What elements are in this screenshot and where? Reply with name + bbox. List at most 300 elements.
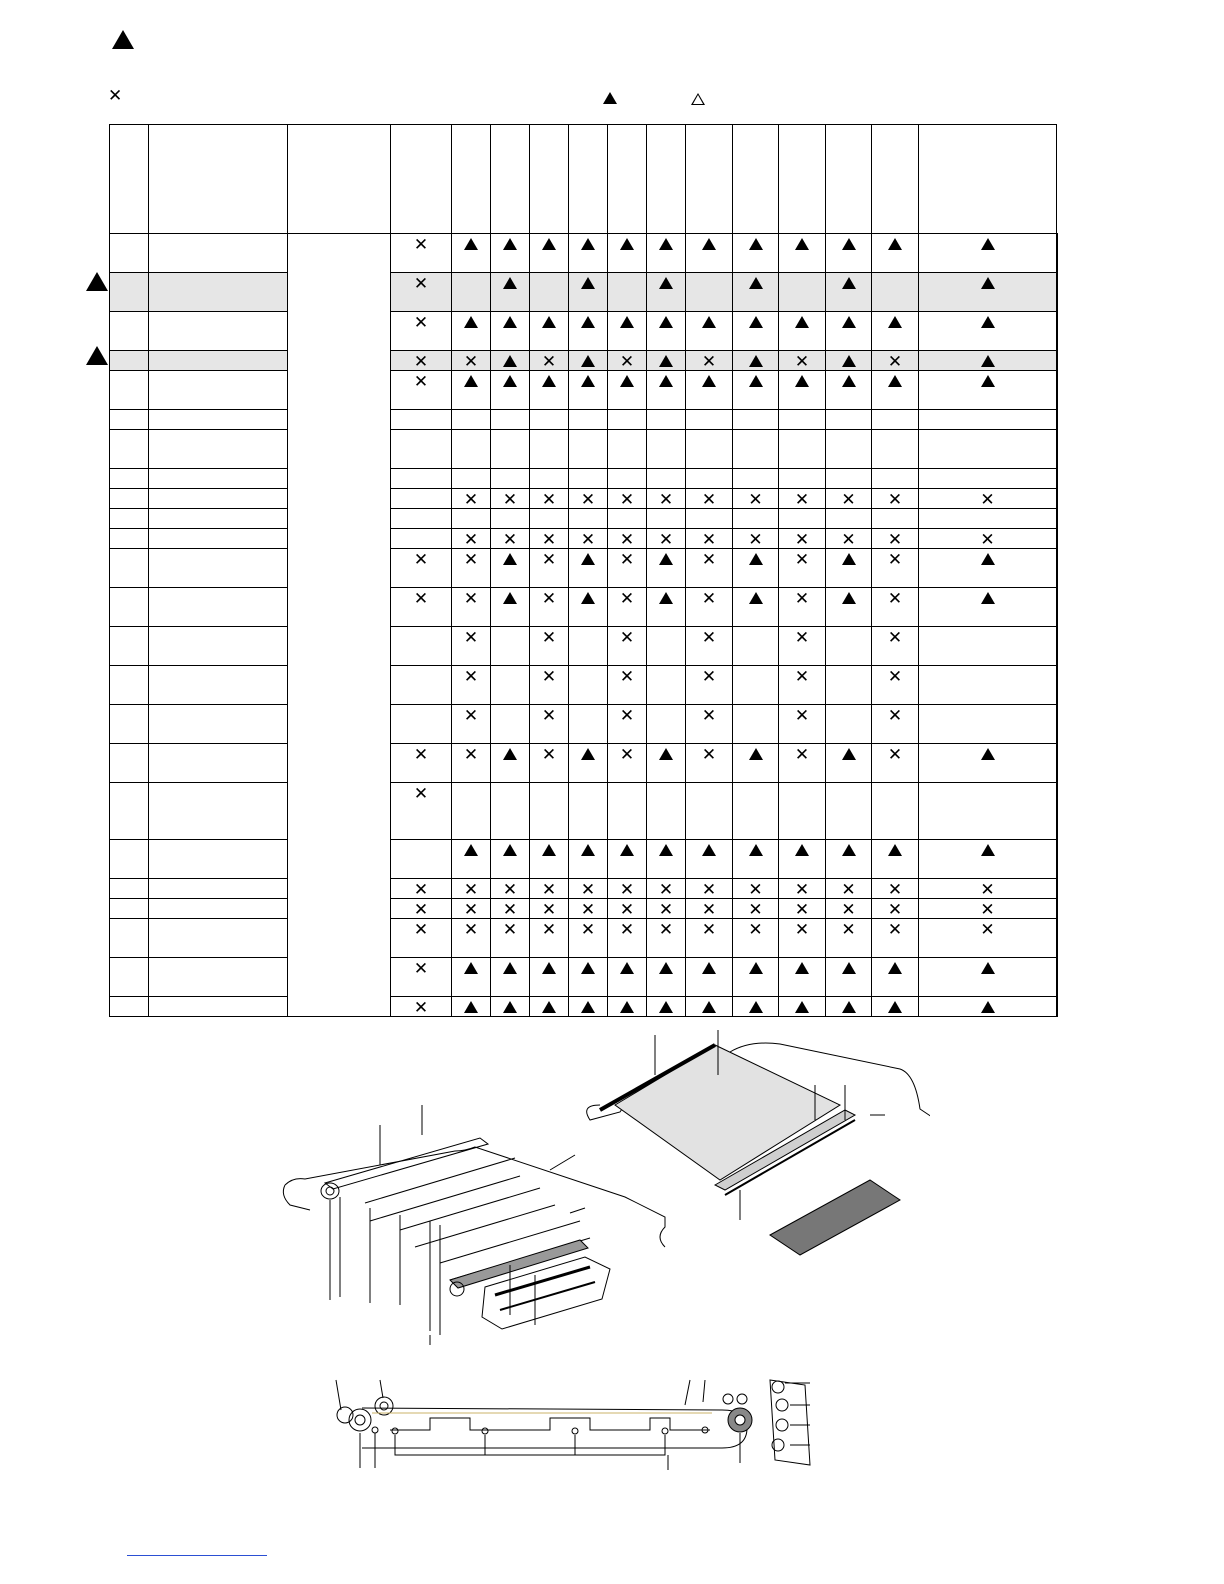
mark-cell (919, 899, 1057, 919)
mark-cell (608, 529, 647, 549)
mark-cell (779, 997, 826, 1017)
part-name-cell (149, 666, 288, 705)
mark-cell (919, 705, 1057, 744)
mark-cell (872, 919, 919, 958)
filled-triangle-icon (503, 962, 517, 974)
mark-cell (647, 371, 686, 410)
header-cell (608, 125, 647, 234)
mark-cell (452, 958, 491, 997)
mark-cell (391, 744, 452, 783)
mark-cell (491, 879, 530, 899)
cross-icon: ✕ (658, 530, 674, 550)
mark-cell (452, 469, 491, 489)
mark-cell (452, 783, 491, 840)
filled-triangle-icon (503, 355, 517, 367)
row-number-cell (110, 958, 149, 997)
mark-cell (686, 627, 733, 666)
cross-icon: ✕ (980, 490, 995, 510)
cross-icon: ✕ (413, 550, 429, 570)
table-row (110, 627, 1058, 666)
cross-icon: ✕ (887, 920, 903, 940)
table-row (110, 312, 1058, 351)
mark-cell (779, 627, 826, 666)
mark-cell (452, 234, 491, 273)
mark-cell (779, 549, 826, 588)
mark-cell (647, 588, 686, 627)
mark-cell (530, 879, 569, 899)
table-row (110, 273, 1058, 312)
cross-icon: ✕ (887, 530, 903, 550)
cross-icon: ✕ (619, 530, 635, 550)
filled-triangle-icon (503, 316, 517, 328)
cross-icon: ✕ (463, 900, 479, 920)
row-number-cell (110, 529, 149, 549)
cross-icon: ✕ (541, 667, 557, 687)
mark-cell (491, 312, 530, 351)
cross-icon: ✕ (701, 530, 717, 550)
cross-icon: ✕ (541, 880, 557, 900)
part-name-cell (149, 351, 288, 371)
filled-triangle-icon (702, 1001, 716, 1013)
cross-icon: ✕ (748, 900, 763, 920)
cross-icon: ✕ (748, 880, 763, 900)
filled-triangle-icon (795, 238, 809, 250)
cross-icon: ✕ (794, 920, 810, 940)
mark-cell (569, 273, 608, 312)
cross-icon: ✕ (463, 550, 479, 570)
filled-triangle-icon (702, 375, 716, 387)
mark-cell (569, 509, 608, 529)
mark-cell (733, 840, 779, 879)
part-name-cell (149, 840, 288, 879)
filled-triangle-icon (795, 1001, 809, 1013)
cross-icon: ✕ (413, 235, 429, 255)
header-cell (872, 125, 919, 234)
cross-icon: ✕ (502, 490, 518, 510)
filled-triangle-icon (542, 1001, 556, 1013)
filled-triangle-icon (702, 844, 716, 856)
mark-cell (391, 997, 452, 1017)
row-number-cell (110, 627, 149, 666)
cross-icon: ✕ (701, 900, 717, 920)
cross-icon: ✕ (413, 352, 429, 372)
mark-cell (733, 312, 779, 351)
mark-cell (391, 509, 452, 529)
mark-cell (872, 410, 919, 430)
cross-icon: ✕ (463, 589, 479, 609)
mark-cell (826, 509, 872, 529)
cross-icon: ✕ (413, 274, 429, 294)
filled-triangle-icon (503, 748, 517, 760)
mark-cell (452, 666, 491, 705)
cross-icon: ✕ (502, 880, 518, 900)
mark-cell (733, 509, 779, 529)
mark-cell (733, 958, 779, 997)
mark-cell (733, 273, 779, 312)
mark-cell (647, 273, 686, 312)
filled-triangle-icon (842, 748, 856, 760)
remarks-cell (1057, 879, 1058, 899)
mark-cell (569, 627, 608, 666)
cross-icon: ✕ (463, 490, 479, 510)
mark-cell (530, 529, 569, 549)
mark-cell (872, 509, 919, 529)
mark-cell (608, 489, 647, 509)
mark-cell (826, 899, 872, 919)
mark-cell (491, 958, 530, 997)
mark-cell (491, 997, 530, 1017)
filled-triangle-icon (542, 375, 556, 387)
mark-cell (530, 899, 569, 919)
remarks-cell (1057, 958, 1058, 997)
table-row (110, 899, 1058, 919)
cross-icon: ✕ (701, 920, 717, 940)
mark-cell (872, 273, 919, 312)
cross-icon: ✕ (748, 530, 763, 550)
cross-icon: ✕ (887, 745, 903, 765)
mark-cell (569, 588, 608, 627)
mark-cell (733, 744, 779, 783)
mark-cell (491, 529, 530, 549)
mark-cell (608, 879, 647, 899)
filled-triangle-icon (888, 962, 902, 974)
mark-cell (491, 371, 530, 410)
filled-triangle-icon (659, 748, 673, 760)
mark-cell (826, 529, 872, 549)
mark-cell (919, 273, 1057, 312)
filled-triangle-icon (749, 277, 763, 289)
mark-cell (569, 234, 608, 273)
part-name-cell (149, 705, 288, 744)
mark-cell (872, 666, 919, 705)
mark-cell (491, 783, 530, 840)
mark-cell (391, 666, 452, 705)
mark-cell (779, 234, 826, 273)
mark-cell (779, 410, 826, 430)
mark-cell (919, 627, 1057, 666)
mark-cell (826, 588, 872, 627)
filled-triangle-icon (581, 316, 595, 328)
mark-cell (826, 489, 872, 509)
cross-icon: ✕ (619, 667, 635, 687)
mark-cell (452, 705, 491, 744)
row-number-cell (110, 509, 149, 529)
cross-icon: ✕ (580, 490, 596, 510)
mark-cell (530, 312, 569, 351)
table-row (110, 958, 1058, 997)
mark-cell (686, 469, 733, 489)
cross-icon: ✕ (541, 900, 557, 920)
mark-cell (826, 549, 872, 588)
row-number-cell (110, 410, 149, 430)
filled-triangle-icon (888, 1001, 902, 1013)
mark-cell (452, 312, 491, 351)
table-row (110, 549, 1058, 588)
mark-cell (919, 312, 1057, 351)
header-cell (647, 125, 686, 234)
belt-cross-section-drawing (330, 1375, 820, 1475)
filled-triangle-icon (981, 844, 995, 856)
filled-triangle-icon (981, 316, 995, 328)
remarks-cell (1057, 997, 1058, 1017)
mark-cell (826, 273, 872, 312)
cross-icon: ✕ (887, 667, 903, 687)
mark-cell (872, 430, 919, 469)
mark-cell (647, 879, 686, 899)
mark-cell (530, 509, 569, 529)
mark-cell (491, 744, 530, 783)
mark-cell (826, 410, 872, 430)
filled-triangle-icon (659, 238, 673, 250)
mark-cell (530, 410, 569, 430)
filled-triangle-icon (749, 592, 763, 604)
mark-cell (391, 549, 452, 588)
mark-cell (686, 879, 733, 899)
filled-triangle-icon (888, 375, 902, 387)
row-number-cell (110, 549, 149, 588)
mark-cell (569, 410, 608, 430)
cross-icon: ✕ (413, 784, 429, 804)
cross-icon: ✕ (794, 352, 810, 372)
mark-cell (919, 666, 1057, 705)
mark-cell (779, 919, 826, 958)
remarks-cell (1057, 430, 1058, 469)
part-name-cell (149, 958, 288, 997)
mark-cell (491, 410, 530, 430)
footer-link-underline (127, 1555, 267, 1556)
mark-cell (452, 919, 491, 958)
mark-cell (491, 489, 530, 509)
mark-cell (608, 588, 647, 627)
header-cell (530, 125, 569, 234)
remarks-cell (1057, 588, 1058, 627)
mark-cell (569, 312, 608, 351)
filled-triangle-icon (464, 962, 478, 974)
mark-cell (491, 588, 530, 627)
filled-triangle-icon (542, 238, 556, 250)
mark-cell (608, 899, 647, 919)
mark-cell (686, 410, 733, 430)
remarks-cell (1057, 371, 1058, 410)
mark-cell (608, 840, 647, 879)
filled-triangle-icon (464, 238, 478, 250)
filled-triangle-icon (749, 844, 763, 856)
mark-cell (569, 430, 608, 469)
mark-cell (569, 744, 608, 783)
mark-cell (686, 919, 733, 958)
mark-cell (686, 489, 733, 509)
remarks-cell (1057, 529, 1058, 549)
filled-triangle-icon (620, 844, 634, 856)
cross-icon: ✕ (887, 490, 903, 510)
mark-cell (491, 273, 530, 312)
filled-triangle-icon (888, 238, 902, 250)
cross-icon: ✕ (413, 880, 429, 900)
mark-cell (826, 469, 872, 489)
filled-triangle-icon (542, 844, 556, 856)
header-cell (391, 125, 452, 234)
mark-cell (608, 549, 647, 588)
cross-icon: ✕ (619, 920, 635, 940)
filled-triangle-icon (659, 962, 673, 974)
mark-cell (452, 351, 491, 371)
filled-triangle-icon (659, 277, 673, 289)
mark-cell (872, 958, 919, 997)
filled-triangle-icon (702, 238, 716, 250)
mark-cell (826, 627, 872, 666)
mark-cell (647, 666, 686, 705)
filled-triangle-icon (464, 316, 478, 328)
filled-triangle-icon (981, 238, 995, 250)
remarks-cell (1057, 783, 1058, 840)
mark-cell (647, 958, 686, 997)
mark-cell (779, 666, 826, 705)
filled-triangle-icon (581, 277, 595, 289)
mark-cell (647, 899, 686, 919)
cross-icon: ✕ (794, 880, 810, 900)
header-cell (826, 125, 872, 234)
mark-cell (530, 783, 569, 840)
legend-open-triangle-icon (691, 92, 705, 110)
cross-icon: ✕ (841, 880, 856, 900)
mark-cell (569, 489, 608, 509)
remarks-cell (1057, 666, 1058, 705)
filled-triangle-icon (749, 375, 763, 387)
filled-triangle-icon (702, 316, 716, 328)
mark-cell (530, 958, 569, 997)
mark-cell (779, 351, 826, 371)
mark-cell (647, 744, 686, 783)
cross-icon: ✕ (619, 550, 635, 570)
cross-icon: ✕ (701, 745, 717, 765)
part-name-cell (149, 529, 288, 549)
table-row (110, 410, 1058, 430)
filled-triangle-icon (981, 962, 995, 974)
mark-cell (686, 744, 733, 783)
filled-triangle-icon (464, 1001, 478, 1013)
mark-cell (569, 705, 608, 744)
mark-cell (872, 744, 919, 783)
filled-triangle-icon (981, 553, 995, 565)
mark-cell (686, 666, 733, 705)
mark-cell (647, 410, 686, 430)
mark-cell (608, 273, 647, 312)
mark-cell (733, 430, 779, 469)
mark-cell (733, 899, 779, 919)
cross-icon: ✕ (619, 490, 635, 510)
primary-transfer-unit-drawing (283, 1105, 665, 1345)
cross-icon: ✕ (463, 880, 479, 900)
filled-triangle-icon (464, 375, 478, 387)
mark-cell (491, 351, 530, 371)
mark-cell (391, 273, 452, 312)
part-name-cell (149, 588, 288, 627)
mark-cell (608, 430, 647, 469)
mark-cell (686, 312, 733, 351)
mark-cell (530, 549, 569, 588)
table-row (110, 705, 1058, 744)
cross-icon: ✕ (748, 920, 763, 940)
mark-cell (826, 371, 872, 410)
filled-triangle-icon (749, 238, 763, 250)
cross-icon: ✕ (463, 352, 479, 372)
mark-cell (919, 489, 1057, 509)
mark-cell (608, 705, 647, 744)
mark-cell (686, 899, 733, 919)
mark-cell (391, 410, 452, 430)
mark-cell (391, 919, 452, 958)
row-number-cell (110, 783, 149, 840)
mark-cell (530, 351, 569, 371)
filled-triangle-icon (842, 844, 856, 856)
header-cell (110, 125, 149, 234)
cross-icon: ✕ (463, 920, 479, 940)
mark-cell (872, 997, 919, 1017)
table-row (110, 588, 1058, 627)
part-name-cell (149, 783, 288, 840)
mark-cell (779, 705, 826, 744)
mark-cell (919, 783, 1057, 840)
cross-icon: ✕ (413, 920, 429, 940)
mark-cell (919, 410, 1057, 430)
header-cell (288, 125, 391, 234)
mark-cell (530, 371, 569, 410)
mark-cell (779, 509, 826, 529)
mark-cell (919, 351, 1057, 371)
mark-cell (608, 234, 647, 273)
filled-triangle-icon (659, 375, 673, 387)
mark-cell (686, 351, 733, 371)
filled-triangle-icon (503, 844, 517, 856)
mark-cell (608, 783, 647, 840)
row-number-cell (110, 997, 149, 1017)
cross-icon: ✕ (841, 920, 856, 940)
row-number-cell (110, 489, 149, 509)
row-number-cell (110, 588, 149, 627)
cross-icon: ✕ (701, 550, 717, 570)
mark-cell (391, 371, 452, 410)
cross-icon: ✕ (794, 628, 810, 648)
mark-cell (530, 997, 569, 1017)
filled-triangle-icon (981, 375, 995, 387)
mark-cell (919, 430, 1057, 469)
mark-cell (452, 489, 491, 509)
row-number-cell (110, 899, 149, 919)
remarks-cell (1057, 469, 1058, 489)
part-name-cell (149, 919, 288, 958)
part-name-cell (149, 997, 288, 1017)
mark-cell (530, 666, 569, 705)
mark-cell (919, 549, 1057, 588)
filled-triangle-icon (503, 277, 517, 289)
table-row (110, 744, 1058, 783)
filled-triangle-icon (749, 553, 763, 565)
cross-icon: ✕ (413, 745, 429, 765)
filled-triangle-icon (581, 355, 595, 367)
mark-cell (452, 430, 491, 469)
cross-icon: ✕ (413, 959, 429, 979)
mark-cell (452, 879, 491, 899)
mark-cell (452, 997, 491, 1017)
filled-triangle-icon (581, 553, 595, 565)
mark-cell (826, 234, 872, 273)
mark-cell (686, 549, 733, 588)
mark-cell (608, 997, 647, 1017)
cross-icon: ✕ (541, 706, 557, 726)
mark-cell (569, 840, 608, 879)
mark-cell (608, 627, 647, 666)
mark-cell (608, 958, 647, 997)
